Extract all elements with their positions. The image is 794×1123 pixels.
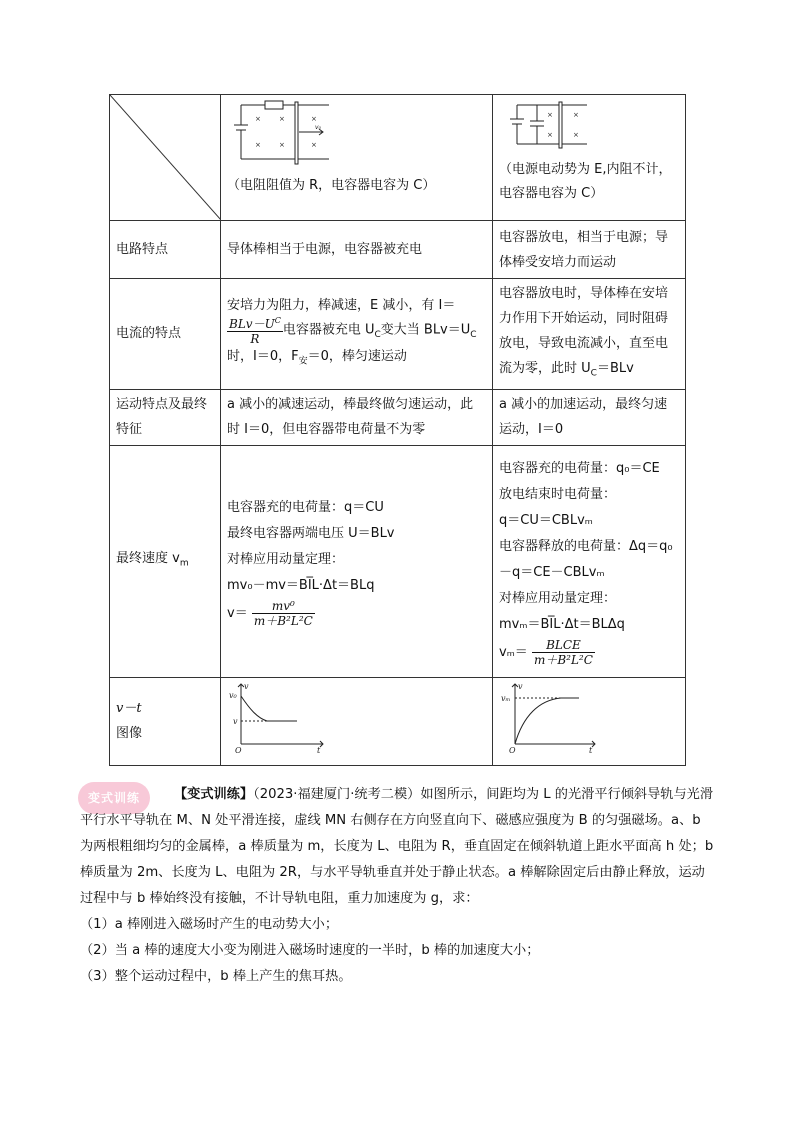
- svg-text:×: ×: [255, 141, 261, 149]
- row-label-vt: v－t 图像: [110, 677, 221, 765]
- table-row: [110, 445, 686, 677]
- svg-text:v₀: v₀: [315, 124, 321, 131]
- fv-right-line: mvₘ＝BI̅L·Δt＝BLΔq: [499, 616, 625, 632]
- row-label-circuit: 电路特点: [110, 221, 221, 279]
- vt-graph-left-cell: [221, 677, 493, 765]
- header-left-cell: [221, 95, 493, 221]
- row-label-final-velocity: 最终速度 $v_m$: [110, 445, 221, 677]
- svg-text:×: ×: [279, 115, 285, 123]
- exercise-badge: 变式训练: [78, 782, 150, 814]
- motion-right: a 减小的加速运动，最终匀速运动，I＝0: [493, 389, 686, 445]
- row-label-current: 电流的特点: [110, 279, 221, 390]
- graph-left-x-label: t: [317, 745, 321, 754]
- svg-text:×: ×: [573, 131, 579, 139]
- vt-graph-right: [499, 680, 599, 754]
- question-2: （2）当 a 棒的速度大小变为刚进入磁场时速度的一半时，b 棒的加速度大小；: [80, 943, 540, 958]
- circuit-diagram-resistor: [233, 99, 343, 165]
- table-row: [110, 279, 686, 390]
- graph-left-y-label: v: [244, 681, 249, 691]
- svg-text:×: ×: [279, 141, 285, 149]
- fv-left-line: 电容器充的电荷量：q＝CU: [227, 499, 384, 515]
- header-right-caption: （电源电动势为 E,内阻不计，电容器电容为 C）: [499, 162, 672, 201]
- graph-right-vm: vₘ: [501, 693, 511, 703]
- final-velocity-right: [493, 445, 686, 677]
- svg-text:×: ×: [547, 111, 553, 119]
- final-velocity-left: [221, 445, 493, 677]
- current-formula-fraction: $\frac{BLv-U^C}{R}$: [229, 316, 281, 346]
- fv-right-line: 电容器充的电荷量：q₀＝CE: [499, 460, 660, 476]
- svg-text:×: ×: [547, 131, 553, 139]
- problem-paragraph: [80, 782, 716, 912]
- fv-right-line: 对棒应用动量定理：: [499, 590, 617, 606]
- graph-right-y-label: v: [518, 681, 523, 691]
- question-3: （3）整个运动过程中，b 棒上产生的焦耳热。: [80, 969, 352, 984]
- circuit-diagram-capacitor: [507, 99, 597, 149]
- table-header-row: [110, 95, 686, 221]
- table-row: [110, 389, 686, 445]
- svg-text:×: ×: [573, 111, 579, 119]
- table-row: [110, 221, 686, 279]
- header-right-cell: [493, 95, 686, 221]
- graph-left-v0: v₀: [229, 690, 237, 700]
- fv-left-line: 最终电容器两端电压 U＝BLv: [227, 525, 395, 541]
- question-1: （1）a 棒刚进入磁场时产生的电动势大小；: [80, 917, 339, 932]
- problem-source: （2023·福建厦门·统考二模）: [253, 787, 421, 802]
- diagonal-line: [110, 95, 221, 220]
- svg-text:×: ×: [311, 115, 317, 123]
- row-label-motion: 运动特点及最终特征: [110, 389, 221, 445]
- problem-text: [80, 782, 716, 990]
- fv-left-line: 对棒应用动量定理：: [227, 551, 345, 567]
- current-left-line3: 时，I＝0，$F_安=0$，棒匀速运动: [227, 349, 407, 367]
- fv-right-line: q＝CU＝CBLvₘ: [499, 512, 593, 528]
- svg-text:×: ×: [255, 115, 261, 123]
- current-left-line1: 安培力为阻力，棒减速，E 减小，有 I＝: [227, 298, 456, 313]
- fv-right-line: 放电结束时电荷量：: [499, 486, 617, 502]
- fv-left-line: mv₀－mv＝BI̅L·Δt＝BLq: [227, 577, 375, 593]
- problem-body: 如图所示，间距均为 L 的光滑平行倾斜导轨与光滑平行水平导轨在 M、N 处平滑连接，虚线 MN 右侧存在方向竖直向下、磁感应强度为 B 的匀强磁场。a、b 为两根粗细均匀的金属棒，a 棒质量为 m，长度为 L、电阻为 R，垂直固定在倾斜轨道上距水平面高 h 处；b 棒质量为 2m、长度为 L、电阻为 2R，与水平导轨垂直并处于静止状态。a 棒解除固定后由静止释放，运动过程中与 b 棒始终没有接触，不计导轨电阻，重力加速度为 g，求：: [80, 787, 714, 906]
- header-left-caption: （电阻阻值为 R，电容器电容为 C）: [227, 178, 436, 193]
- svg-text:×: ×: [311, 141, 317, 149]
- graph-right-origin: O: [509, 745, 516, 754]
- fv-right-formula: vₘ＝ $\frac{\text{BLCE}}{\text{m＋B²L²C}}$: [499, 637, 593, 667]
- graph-left-v: v: [233, 716, 238, 726]
- fv-left-formula: v＝ $\frac{\text{mv⁰}}{\text{m＋B²L²C}}$: [227, 598, 313, 628]
- vt-graph-left: [227, 680, 327, 754]
- motion-left: a 减小的减速运动，棒最终做匀速运动，此时 I＝0，但电容器带电荷量不为零: [221, 389, 493, 445]
- current-right: 电容器放电时，导体棒在安培力作用下开始运动，同时阻碍放电，导致电流减小，直至电流为零，此时 $U_C=BLv$: [493, 279, 686, 390]
- table-row: [110, 677, 686, 765]
- current-left: [221, 279, 493, 390]
- circuit-left: 导体棒相当于电源，电容器被充电: [221, 221, 493, 279]
- circuit-right: 电容器放电，相当于电源；导体棒受安培力而运动: [493, 221, 686, 279]
- fv-right-line: 电容器释放的电荷量：Δq＝q₀: [499, 538, 673, 554]
- current-left-line2: $\frac{BLv-U^C}{R}$ 电容器被充电 $U_C$变大当 $BLv=U_C$: [229, 316, 477, 346]
- problem-title: 【变式训练】: [174, 787, 254, 802]
- vt-graph-right-cell: [493, 677, 686, 765]
- graph-right-x-label: t: [589, 745, 593, 754]
- graph-left-origin: O: [235, 745, 242, 754]
- comparison-table: [109, 94, 686, 766]
- diagonal-corner-cell: [110, 95, 221, 221]
- fv-right-line: －q＝CE－CBLvₘ: [499, 564, 605, 580]
